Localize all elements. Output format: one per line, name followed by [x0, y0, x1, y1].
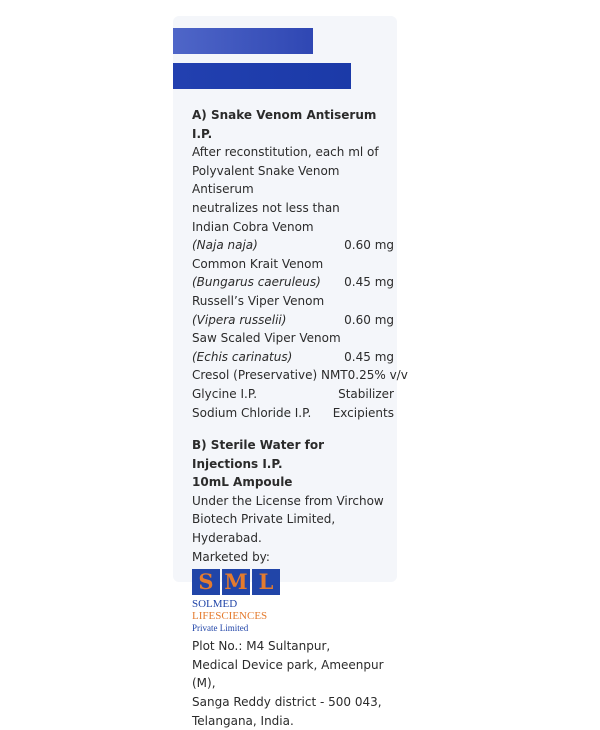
- marketed-by-label: Marketed by:: [192, 549, 270, 564]
- ampoule-volume: 10mL Ampoule: [192, 475, 293, 490]
- company-type: Private Limited: [192, 623, 249, 634]
- second-blue-band: [173, 63, 351, 89]
- intro-line: neutralizes not less than: [192, 200, 340, 215]
- ingredient-row: [192, 366, 408, 385]
- ingredient-label: Cresol (Preservative) NMT: [192, 368, 348, 383]
- address-line: Telangana, India.: [192, 713, 294, 728]
- venom-amount: 0.60 mg: [344, 312, 394, 327]
- license-line: Under the License from Virchow: [192, 493, 384, 508]
- label-content: [192, 106, 408, 730]
- ingredient-value: 0.25% v/v: [347, 368, 408, 383]
- company-name-line2: LIFESCIENCES: [192, 610, 268, 623]
- intro-line: Polyvalent Snake Venom Antiserum: [192, 163, 340, 197]
- venom-species: (Echis carinatus): [192, 349, 293, 364]
- logo-letter: L: [252, 569, 280, 595]
- venom-row: [192, 273, 394, 292]
- sml-logo: [192, 569, 394, 595]
- intro-line: After reconstitution, each ml of: [192, 145, 379, 160]
- venom-amount: 0.45 mg: [344, 275, 394, 290]
- ingredient-label: Sodium Chloride I.P.: [192, 405, 312, 420]
- license-line: Biotech Private Limited, Hyderabad.: [192, 512, 336, 546]
- venom-species: (Naja naja): [192, 238, 258, 253]
- ingredient-row: [192, 385, 394, 404]
- venom-name: Common Krait Venom: [192, 256, 324, 271]
- ingredient-row: [192, 404, 394, 423]
- address-line: Medical Device park, Ameenpur (M),: [192, 657, 384, 691]
- section-b-heading: B) Sterile Water for Injections I.P.: [192, 438, 325, 471]
- venom-row: [192, 311, 394, 330]
- venom-name: Saw Scaled Viper Venom: [192, 331, 341, 346]
- venom-species: (Vipera russelii): [192, 312, 287, 327]
- top-blue-band: [173, 28, 313, 54]
- address-line: Plot No.: M4 Sultanpur,: [192, 639, 331, 654]
- venom-name: Russell’s Viper Venom: [192, 293, 325, 308]
- venom-row: [192, 348, 394, 367]
- venom-name: Indian Cobra Venom: [192, 219, 314, 234]
- venom-amount: 0.60 mg: [344, 238, 394, 253]
- ingredient-value: Stabilizer: [338, 386, 394, 401]
- ingredient-label: Glycine I.P.: [192, 386, 258, 401]
- ingredient-value: Excipients: [332, 405, 394, 420]
- logo-letter: S: [192, 569, 220, 595]
- venom-row: [192, 236, 394, 255]
- venom-amount: 0.45 mg: [344, 349, 394, 364]
- logo-letter: M: [222, 569, 250, 595]
- company-name-line1: SOLMED: [192, 598, 238, 611]
- section-a-heading: A) Snake Venom Antiserum I.P.: [192, 108, 377, 141]
- address-line: Sanga Reddy district - 500 043,: [192, 695, 382, 710]
- venom-species: (Bungarus caeruleus): [192, 275, 321, 290]
